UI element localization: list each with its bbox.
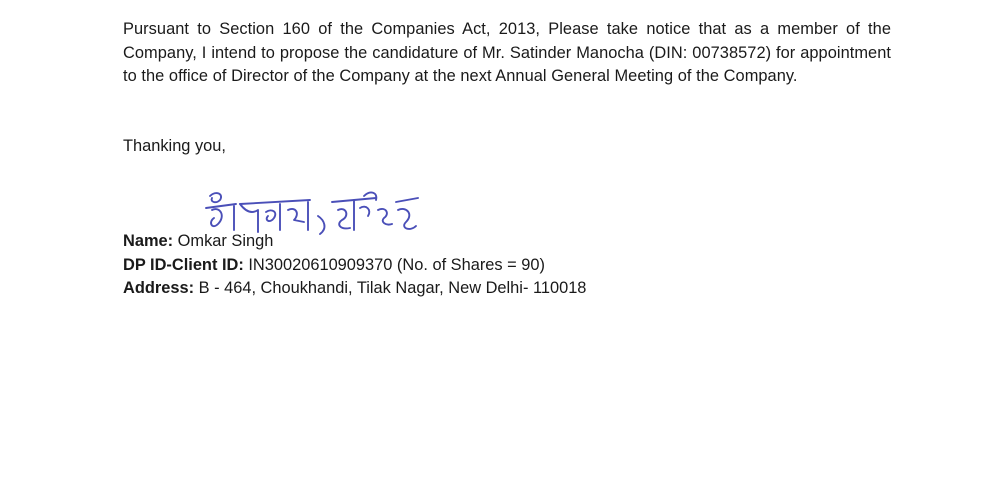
name-row — [123, 230, 586, 254]
dp-id-value: IN30020610909370 (No. of Shares = 90) — [243, 255, 545, 274]
name-label: Name: — [123, 232, 174, 250]
closing-line: Thanking you, — [123, 137, 226, 155]
address-row — [123, 277, 586, 301]
member-details — [123, 230, 586, 301]
dp-id-row — [123, 254, 586, 278]
address-label: Address: — [123, 279, 195, 297]
address-value: B - 464, Choukhandi, Tilak Nagar, New Delhi- 110018 — [194, 279, 587, 297]
name-value: Omkar Singh — [173, 232, 274, 250]
dp-id-label: DP ID-Client ID: — [123, 255, 244, 274]
body-paragraph: Pursuant to Section 160 of the Companies Act, 2013, Please take notice that as a member of the Company, I intend to propose the candidature of Mr. Satinder Manocha (DIN: 00738572) for appointment to the office of Director of the Company at the next Annual General Meeting of the Company. — [123, 20, 891, 85]
